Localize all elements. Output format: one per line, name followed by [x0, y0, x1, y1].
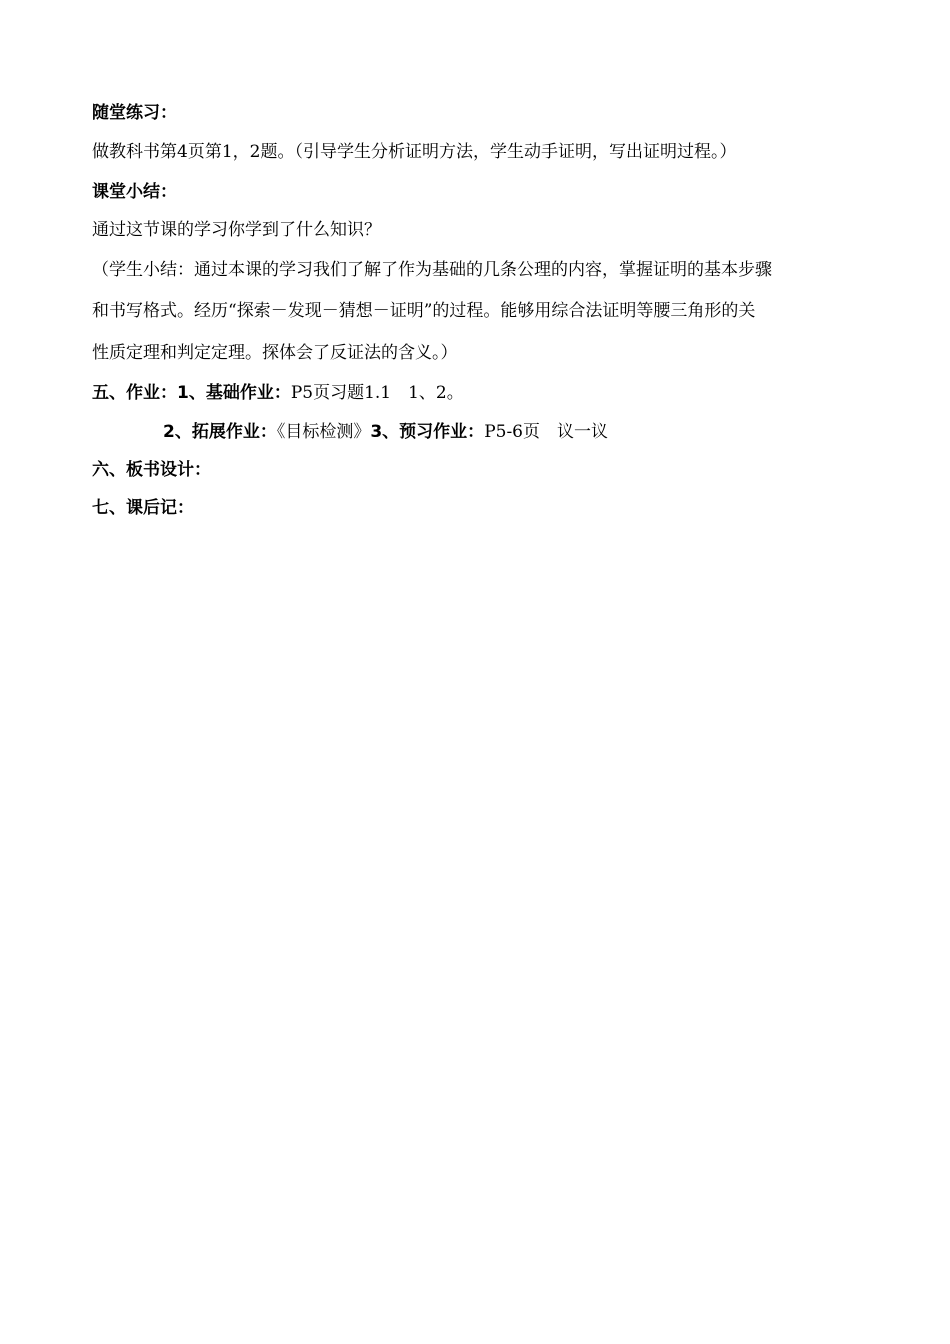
summary-answer-line-3: 性质定理和判定定理。探体会了反证法的含义。） — [92, 343, 458, 363]
homework-line-2 — [163, 421, 943, 443]
homework-preview-text: P5-6页 议一议 — [484, 422, 609, 442]
after-class-heading: 七、课后记： — [92, 498, 194, 518]
homework-label: 五、作业：1、基础作业： — [92, 383, 291, 403]
homework-preview-label: 3、预习作业： — [370, 422, 485, 442]
summary-question: 通过这节课的学习你学到了什么知识？ — [92, 220, 381, 240]
summary-answer-line-1: （学生小结：通过本课的学习我们了解了作为基础的几条公理的内容，掌握证明的基本步骤 — [92, 260, 772, 280]
practice-text: 做教科书第4页第1，2题。（引导学生分析证明方法，学生动手证明，写出证明过程。） — [92, 142, 737, 162]
summary-answer-line-2: 和书写格式。经历“探索－发现－猜想－证明”的过程。能够用综合法证明等腰三角形的关 — [92, 301, 756, 321]
homework-extended-label: 2、拓展作业： — [163, 422, 277, 442]
homework-basic-text: P5页习题1.1 1、2。 — [290, 383, 464, 403]
board-design-heading: 六、板书设计： — [92, 460, 211, 480]
summary-heading: 课堂小结： — [92, 182, 177, 202]
practice-heading: 随堂练习： — [92, 103, 177, 123]
homework-line-1 — [92, 382, 872, 404]
homework-extended-text: 《目标检测》 — [276, 422, 371, 442]
